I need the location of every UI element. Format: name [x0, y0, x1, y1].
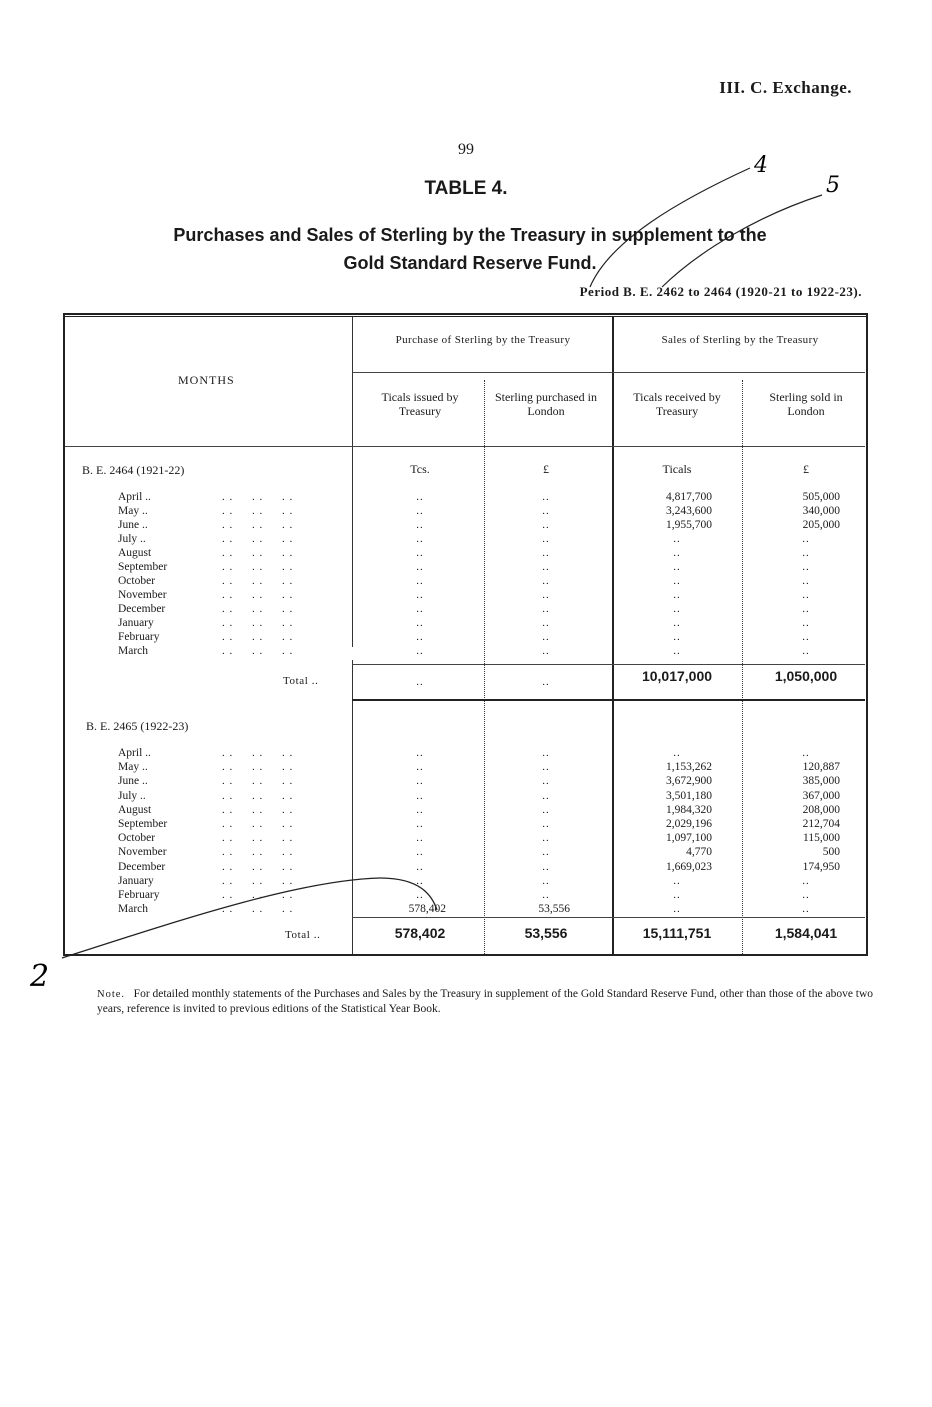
cell-ticals-received: .. [673, 589, 681, 601]
cell-ticals-issued: .. [416, 575, 424, 587]
col-ticals-issued-header: Ticals issued by Treasury [381, 390, 459, 418]
month-label: December [118, 603, 166, 615]
leader-dots: . . . . . . [222, 775, 294, 788]
section-header: III. C. Exchange. [719, 78, 852, 97]
year-1-total-col3: 10,017,000 [641, 668, 713, 684]
year-2-total-col4: 1,584,041 [774, 925, 838, 941]
leader-dots: . . . . . . [222, 645, 294, 657]
cell-sterling-purchased: .. [542, 533, 550, 545]
cell-sterling-sold: 115,000 [803, 832, 840, 845]
year-2-total-label: Total .. [285, 929, 321, 941]
cell-ticals-issued: .. [416, 617, 424, 629]
month-label: September [118, 818, 168, 830]
cell-ticals-received: 1,955,700 [666, 519, 712, 531]
title-line-1: Purchases and Sales of Sterling by the Treasury in supplement to the [173, 225, 767, 245]
unit-col1: Tcs. [410, 462, 430, 476]
cell-sterling-purchased: .. [542, 789, 550, 802]
cell-ticals-received: 1,097,100 [666, 832, 712, 845]
cell-ticals-issued: .. [416, 491, 424, 503]
cell-ticals-received: .. [673, 547, 681, 559]
cell-ticals-received: .. [673, 889, 681, 901]
cell-sterling-sold: 208,000 [802, 803, 840, 816]
month-label: August [118, 547, 152, 559]
cell-ticals-received: 1,153,262 [666, 761, 712, 774]
cell-ticals-received: 4,817,700 [666, 491, 712, 503]
leader-dots: . . . . . . [222, 631, 294, 643]
leader-dots: . . . . . . [222, 789, 294, 802]
month-label: April .. [118, 491, 151, 503]
cell-sterling-sold: .. [802, 561, 810, 573]
month-label: May .. [118, 505, 148, 517]
cell-sterling-sold: .. [802, 903, 810, 916]
sales-group-header: Sales of Sterling by the Treasury [661, 334, 819, 346]
cell-ticals-issued: .. [416, 747, 424, 759]
month-label: January [118, 617, 154, 629]
col-sterling-sold-header: Sterling sold in London [769, 390, 843, 418]
cell-ticals-received: .. [673, 533, 681, 545]
cell-sterling-sold: 205,000 [802, 519, 840, 531]
total-label-text-2: Total [285, 929, 311, 941]
cell-sterling-sold: .. [802, 603, 810, 615]
cell-ticals-received: 3,243,600 [666, 505, 712, 517]
cell-sterling-purchased: 53,556 [538, 903, 570, 916]
cell-ticals-issued: .. [416, 645, 424, 657]
cell-ticals-issued: .. [416, 803, 424, 816]
year-2-total-col3: 15,111,751 [642, 925, 712, 941]
leader-dots: . . . . . . [222, 874, 294, 887]
cell-ticals-issued: .. [416, 631, 424, 643]
cell-sterling-purchased: .. [542, 491, 550, 503]
cell-sterling-purchased: .. [542, 519, 550, 531]
cell-sterling-purchased: .. [542, 575, 550, 587]
cell-sterling-purchased: .. [542, 589, 550, 601]
col-sterling-purchased-header: Sterling purchased in London [495, 390, 597, 418]
month-label: August [118, 803, 152, 816]
month-label: February [118, 631, 160, 643]
col-ticals-received-header: Ticals received by Treasury [633, 390, 721, 418]
cell-sterling-purchased: .. [542, 874, 550, 887]
page-number: 99 [458, 141, 474, 158]
cell-ticals-received: 2,029,196 [666, 818, 712, 830]
cell-ticals-issued: .. [416, 874, 424, 887]
period-line: Period B. E. 2462 to 2464 (1920-21 to 1922-23). [579, 284, 862, 299]
cell-sterling-purchased: .. [542, 889, 550, 901]
cell-sterling-purchased: .. [542, 803, 550, 816]
cell-ticals-issued: .. [416, 818, 424, 830]
year-2-total-col2: 53,556 [524, 925, 568, 941]
month-label: March [118, 645, 149, 657]
unit-col4: £ [803, 462, 809, 476]
leader-dots: . . . . . . [222, 860, 294, 873]
cell-sterling-purchased: .. [542, 505, 550, 517]
cell-sterling-sold: 120,887 [802, 761, 840, 774]
cell-ticals-issued: .. [416, 889, 424, 901]
month-label: September [118, 561, 168, 573]
month-label: January [118, 874, 154, 887]
leader-dots: . . . . . . [222, 589, 294, 601]
leader-dots: . . . . . . [222, 846, 294, 859]
leader-dots: . . . . . . [222, 533, 294, 545]
pen-stroke-4 [590, 168, 750, 287]
leader-dots: . . . . . . [222, 903, 294, 916]
year-1-total-col4: 1,050,000 [774, 668, 838, 684]
cell-sterling-purchased: .. [542, 775, 550, 788]
table-number: TABLE 4. [424, 178, 508, 199]
cell-sterling-purchased: .. [542, 631, 550, 643]
cell-ticals-received: 1,984,320 [666, 803, 712, 816]
month-label: November [118, 846, 167, 859]
year-2-label: B. E. 2465 (1922-23) [86, 719, 189, 733]
cell-ticals-issued: .. [416, 533, 424, 545]
cell-ticals-received: 3,672,900 [666, 775, 712, 788]
month-label: March [118, 903, 149, 916]
cell-ticals-received: .. [673, 645, 681, 657]
handwritten-5: 5 [826, 173, 840, 198]
cell-sterling-purchased: .. [542, 603, 550, 615]
cell-sterling-purchased: .. [542, 747, 550, 759]
leader-dots: . . . . . . [222, 547, 294, 559]
unit-col3: Ticals [662, 462, 692, 476]
cell-ticals-issued: .. [416, 519, 424, 531]
cell-sterling-sold: .. [802, 874, 810, 887]
months-header: MONTHS [178, 373, 235, 387]
cell-ticals-issued: .. [416, 846, 424, 859]
leader-dots: . . . . . . [222, 889, 294, 901]
cell-sterling-sold: .. [802, 747, 810, 759]
unit-col2: £ [543, 462, 549, 476]
cell-sterling-purchased: .. [542, 645, 550, 657]
cell-ticals-received: .. [673, 903, 681, 916]
year-1-total-label: Total .. [283, 675, 319, 687]
cell-sterling-sold: 212,704 [802, 818, 840, 830]
cell-ticals-issued: .. [416, 561, 424, 573]
cell-ticals-received: .. [673, 575, 681, 587]
cell-sterling-sold: 367,000 [802, 789, 840, 802]
cell-ticals-issued: .. [416, 860, 424, 873]
month-label: May .. [118, 761, 148, 774]
leader-dots: . . . . . . [222, 818, 294, 830]
cell-ticals-issued: 578,402 [408, 903, 446, 916]
handwritten-4: 4 [754, 153, 768, 178]
month-label: November [118, 589, 167, 601]
cell-sterling-sold: .. [802, 533, 810, 545]
cell-ticals-received: .. [673, 617, 681, 629]
cell-ticals-issued: .. [416, 761, 424, 774]
cell-sterling-purchased: .. [542, 860, 550, 873]
cell-ticals-issued: .. [416, 603, 424, 615]
leader-dots: . . . . . . [222, 747, 294, 759]
cell-ticals-issued: .. [416, 775, 424, 788]
year-1-total-col2: .. [542, 676, 550, 688]
month-label: April .. [118, 747, 151, 759]
footnote-label: Note. [97, 989, 126, 1000]
cell-sterling-sold: 385,000 [802, 775, 840, 788]
cell-sterling-purchased: .. [542, 846, 550, 859]
cell-sterling-sold: .. [802, 645, 810, 657]
cell-ticals-received: .. [673, 747, 681, 759]
month-label: June .. [118, 775, 148, 788]
leader-dots: . . . . . . [222, 761, 294, 774]
leader-dots: . . . . . . [222, 491, 294, 503]
pen-stroke-5 [662, 195, 822, 287]
cell-sterling-sold: 174,950 [802, 860, 840, 873]
month-label: June .. [118, 519, 148, 531]
cell-ticals-received: 4,770 [686, 846, 712, 859]
cell-sterling-sold: 500 [822, 846, 840, 859]
month-label: February [118, 889, 160, 901]
cell-ticals-received: 3,501,180 [666, 789, 712, 802]
month-label: October [118, 575, 156, 587]
handwritten-2: 2 [30, 959, 50, 994]
title-line-2: Gold Standard Reserve Fund. [343, 253, 597, 273]
leader-dots: . . . . . . [222, 603, 294, 615]
year-1-label: B. E. 2464 (1921-22) [82, 463, 185, 477]
month-label: October [118, 832, 156, 845]
cell-ticals-received: .. [673, 631, 681, 643]
footnote-text: For detailed monthly statements of the Purchases and Sales by the Treasury in supplement of the Gold Standard Reserve Fund, other than those of the above two years, reference is invited to previous editions of the Statistical Year Book. [97, 988, 874, 1015]
purchase-group-header: Purchase of Sterling by the Treasury [395, 334, 571, 346]
cell-ticals-issued: .. [416, 547, 424, 559]
cell-sterling-purchased: .. [542, 818, 550, 830]
year-2-total-col1: 578,402 [394, 925, 446, 941]
cell-sterling-purchased: .. [542, 617, 550, 629]
month-label: July .. [118, 789, 146, 802]
year-1-total-col1: .. [416, 676, 424, 688]
cell-sterling-sold: .. [802, 575, 810, 587]
cell-ticals-issued: .. [416, 789, 424, 802]
cell-sterling-purchased: .. [542, 761, 550, 774]
cell-sterling-sold: .. [802, 617, 810, 629]
cell-ticals-received: .. [673, 561, 681, 573]
cell-ticals-received: .. [673, 603, 681, 615]
cell-sterling-sold: 505,000 [802, 491, 840, 503]
leader-dots: . . . . . . [222, 803, 294, 816]
cell-sterling-purchased: .. [542, 832, 550, 845]
leader-dots: . . . . . . [222, 617, 294, 629]
total-label-text: Total [283, 675, 309, 687]
cell-sterling-sold: .. [802, 589, 810, 601]
cell-ticals-received: 1,669,023 [666, 860, 712, 873]
leader-dots: . . . . . . [222, 519, 294, 531]
cell-sterling-purchased: .. [542, 547, 550, 559]
month-label: July .. [118, 533, 146, 545]
cell-sterling-sold: .. [802, 889, 810, 901]
cell-ticals-issued: .. [416, 589, 424, 601]
leader-dots: . . . . . . [222, 561, 294, 573]
cell-ticals-received: .. [673, 874, 681, 887]
leader-dots: . . . . . . [222, 832, 294, 845]
month-label: December [118, 860, 166, 873]
leader-dots: . . . . . . [222, 575, 294, 587]
cell-ticals-issued: .. [416, 505, 424, 517]
cell-sterling-purchased: .. [542, 561, 550, 573]
cell-ticals-issued: .. [416, 832, 424, 845]
cell-sterling-sold: .. [802, 631, 810, 643]
cell-sterling-sold: 340,000 [802, 505, 840, 517]
cell-sterling-sold: .. [802, 547, 810, 559]
pen-stroke-2 [62, 878, 437, 958]
leader-dots: . . . . . . [222, 505, 294, 517]
